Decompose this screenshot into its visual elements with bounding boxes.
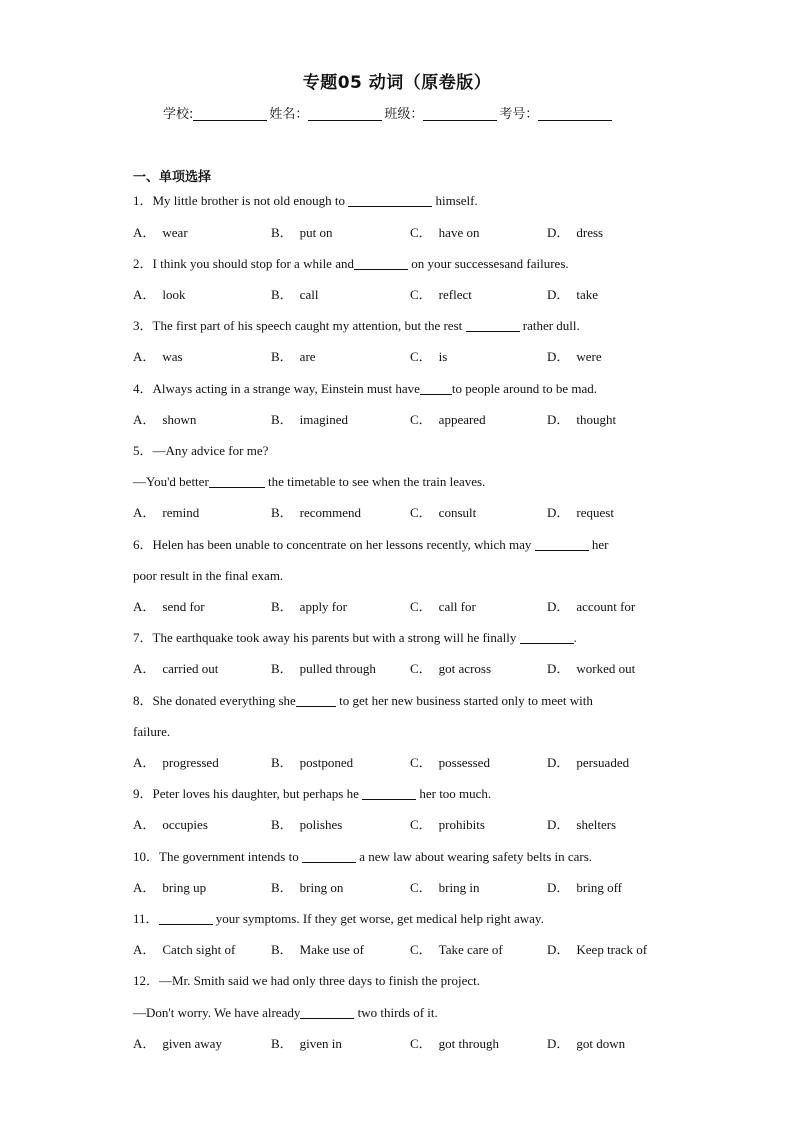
option-b[interactable] <box>271 1036 342 1052</box>
student-info-row <box>163 103 614 122</box>
option-letter: A． <box>133 817 156 832</box>
question-text <box>133 786 491 802</box>
option-text: progressed <box>162 755 219 770</box>
option-c[interactable] <box>410 817 485 833</box>
option-text: given away <box>162 1036 222 1051</box>
option-letter: B． <box>271 287 293 302</box>
option-a[interactable] <box>133 505 199 521</box>
question-text <box>133 443 268 459</box>
option-letter: C． <box>410 942 432 957</box>
answer-blank <box>159 912 213 925</box>
answer-blank <box>302 850 356 863</box>
question-text-part: 8．She donated everything she <box>133 693 296 708</box>
option-a[interactable] <box>133 349 183 365</box>
option-text: remind <box>162 505 200 520</box>
option-letter: D． <box>547 880 570 895</box>
option-d[interactable] <box>547 225 603 241</box>
option-b[interactable] <box>271 661 376 677</box>
name-blank <box>308 107 382 121</box>
option-text: reflect <box>438 287 472 302</box>
option-a[interactable] <box>133 755 219 771</box>
option-text: call for <box>438 599 476 614</box>
question-text <box>133 193 478 209</box>
option-letter: C． <box>410 287 432 302</box>
question-text <box>133 381 597 397</box>
option-d[interactable] <box>547 942 647 958</box>
option-letter: B． <box>271 1036 293 1051</box>
option-letter: B． <box>271 817 293 832</box>
answer-blank <box>209 475 265 488</box>
option-text: was <box>162 349 183 364</box>
option-a[interactable] <box>133 661 218 677</box>
option-d[interactable] <box>547 412 616 428</box>
option-b[interactable] <box>271 755 353 771</box>
option-letter: B． <box>271 661 293 676</box>
option-text: wear <box>162 225 188 240</box>
school-blank <box>193 107 267 121</box>
question-text <box>133 849 592 865</box>
option-c[interactable] <box>410 505 476 521</box>
option-text: got across <box>438 661 492 676</box>
school-label: 学校: <box>163 107 194 122</box>
question-text-part: the timetable to see when the train leaves. <box>264 474 486 489</box>
option-b[interactable] <box>271 412 348 428</box>
answer-blank <box>420 382 452 395</box>
question-text-part: 10．The government intends to <box>133 849 302 864</box>
answer-blank <box>520 631 574 644</box>
option-text: apply for <box>299 599 347 614</box>
option-c[interactable] <box>410 225 479 241</box>
option-text: thought <box>576 412 617 427</box>
id-label: 考号： <box>499 107 539 122</box>
option-letter: B． <box>271 880 293 895</box>
option-letter: A． <box>133 755 156 770</box>
question-text <box>133 693 593 709</box>
option-letter: C． <box>410 880 432 895</box>
option-letter: D． <box>547 225 570 240</box>
question-text-part: your symptoms. If they get worse, get medical help right away. <box>212 911 544 926</box>
option-c[interactable] <box>410 942 503 958</box>
option-letter: A． <box>133 942 156 957</box>
option-text: were <box>576 349 602 364</box>
option-text: recommend <box>299 505 362 520</box>
id-blank <box>538 107 612 121</box>
option-text: Make use of <box>299 942 364 957</box>
option-text: call <box>299 287 319 302</box>
option-d[interactable] <box>547 880 622 896</box>
answer-blank <box>362 787 416 800</box>
option-letter: C． <box>410 349 432 364</box>
question-text-part: 2．I think you should stop for a while and <box>133 256 354 271</box>
answer-blank <box>348 194 432 207</box>
option-d[interactable] <box>547 599 635 615</box>
question-text-part: 7．The earthquake took away his parents but with a strong will he finally <box>133 630 520 645</box>
answer-blank <box>535 538 589 551</box>
option-text: account for <box>576 599 636 614</box>
option-d[interactable] <box>547 505 614 521</box>
name-label: 姓名： <box>269 107 309 122</box>
question-text-part: her too much. <box>416 786 492 801</box>
option-a[interactable] <box>133 1036 222 1052</box>
question-text-part: himself. <box>432 193 478 208</box>
question-text <box>133 568 283 584</box>
option-letter: A． <box>133 225 156 240</box>
question-text-part: 3．The first part of his speech caught my attention, but the rest <box>133 318 466 333</box>
option-text: got through <box>438 1036 499 1051</box>
option-letter: C． <box>410 755 432 770</box>
option-letter: D． <box>547 1036 570 1051</box>
option-letter: C． <box>410 661 432 676</box>
option-letter: D． <box>547 505 570 520</box>
option-text: bring off <box>576 880 623 895</box>
option-text: bring up <box>162 880 207 895</box>
option-text: send for <box>162 599 205 614</box>
option-letter: C． <box>410 817 432 832</box>
option-letter: D． <box>547 349 570 364</box>
option-letter: A． <box>133 599 156 614</box>
question-text <box>133 537 609 553</box>
option-letter: D． <box>547 817 570 832</box>
option-text: postponed <box>299 755 354 770</box>
option-a[interactable] <box>133 225 188 241</box>
option-b[interactable] <box>271 942 364 958</box>
option-b[interactable] <box>271 225 333 241</box>
option-b[interactable] <box>271 349 316 365</box>
question-text-part: 6．Helen has been unable to concentrate on her lessons recently, which may <box>133 537 535 552</box>
option-b[interactable] <box>271 817 342 833</box>
option-text: shelters <box>576 817 617 832</box>
question-text-part: 5．—Any advice for me? <box>133 443 269 458</box>
option-letter: A． <box>133 661 156 676</box>
option-d[interactable] <box>547 817 616 833</box>
option-b[interactable] <box>271 599 347 615</box>
option-letter: B． <box>271 942 293 957</box>
option-text: polishes <box>299 817 343 832</box>
option-letter: A． <box>133 505 156 520</box>
option-letter: C． <box>410 505 432 520</box>
answer-blank <box>296 694 336 707</box>
answer-blank <box>354 257 408 270</box>
option-text: possessed <box>438 755 490 770</box>
option-letter: B． <box>271 349 293 364</box>
option-letter: C． <box>410 1036 432 1051</box>
option-text: bring on <box>299 880 344 895</box>
option-a[interactable] <box>133 287 186 303</box>
option-letter: D． <box>547 599 570 614</box>
question-text-part: two thirds of it. <box>354 1005 438 1020</box>
option-text: imagined <box>299 412 349 427</box>
option-letter: D． <box>547 661 570 676</box>
option-d[interactable] <box>547 755 629 771</box>
option-a[interactable] <box>133 599 205 615</box>
option-c[interactable] <box>410 287 472 303</box>
option-text: Catch sight of <box>162 942 236 957</box>
option-letter: B． <box>271 599 293 614</box>
question-text-part: —Don't worry. We have already <box>133 1005 301 1020</box>
answer-blank <box>300 1006 354 1019</box>
option-text: worked out <box>576 661 636 676</box>
option-b[interactable] <box>271 505 361 521</box>
option-b[interactable] <box>271 880 343 896</box>
option-letter: D． <box>547 755 570 770</box>
question-text-part: 12．—Mr. Smith said we had only three days to finish the project. <box>133 973 480 988</box>
question-text <box>133 256 569 272</box>
question-text-part: a new law about wearing safety belts in cars. <box>355 849 593 864</box>
option-a[interactable] <box>133 942 235 958</box>
option-text: dress <box>576 225 604 240</box>
option-c[interactable] <box>410 755 490 771</box>
option-letter: C． <box>410 599 432 614</box>
option-letter: A． <box>133 1036 156 1051</box>
question-text-part: 1．My little brother is not old enough to <box>133 193 349 208</box>
question-text <box>133 474 485 490</box>
class-blank <box>423 107 497 121</box>
option-a[interactable] <box>133 817 208 833</box>
option-d[interactable] <box>547 349 602 365</box>
question-text-part: poor result in the final exam. <box>133 568 284 583</box>
option-c[interactable] <box>410 412 486 428</box>
question-text-part: her <box>588 537 609 552</box>
option-letter: A． <box>133 287 156 302</box>
question-text-part: to get her new business started only to meet with <box>335 693 593 708</box>
option-text: given in <box>299 1036 342 1051</box>
option-a[interactable] <box>133 880 206 896</box>
question-text-part: 4．Always acting in a strange way, Einstein must have <box>133 381 420 396</box>
option-letter: A． <box>133 349 156 364</box>
page-title: 专题05 动词（原卷版） <box>302 73 492 93</box>
question-text <box>133 911 544 927</box>
option-c[interactable] <box>410 661 491 677</box>
question-text-part: to people around to be mad. <box>451 381 598 396</box>
question-text-part: —You'd better <box>133 474 209 489</box>
option-d[interactable] <box>547 1036 625 1052</box>
option-letter: D． <box>547 942 570 957</box>
option-text: shown <box>162 412 197 427</box>
option-text: have on <box>438 225 480 240</box>
option-d[interactable] <box>547 287 598 303</box>
option-letter: B． <box>271 225 293 240</box>
question-text <box>133 630 577 646</box>
question-text-part: on your successesand failures. <box>407 256 569 271</box>
option-text: Take care of <box>438 942 503 957</box>
option-letter: B． <box>271 505 293 520</box>
answer-blank <box>466 319 520 332</box>
question-text <box>133 724 170 740</box>
question-text-part: failure. <box>133 724 171 739</box>
option-c[interactable] <box>410 599 476 615</box>
option-text: look <box>162 287 186 302</box>
question-text-part: 11． <box>133 911 159 926</box>
option-letter: B． <box>271 412 293 427</box>
option-text: is <box>438 349 448 364</box>
option-c[interactable] <box>410 349 447 365</box>
option-letter: D． <box>547 287 570 302</box>
option-b[interactable] <box>271 287 318 303</box>
option-c[interactable] <box>410 880 479 896</box>
option-text: put on <box>299 225 333 240</box>
question-text-part: 9．Peter loves his daughter, but perhaps he <box>133 786 363 801</box>
question-text <box>133 1005 438 1021</box>
option-text: bring in <box>438 880 480 895</box>
option-text: consult <box>438 505 477 520</box>
section-title: 一、单项选择 <box>133 170 212 185</box>
option-d[interactable] <box>547 661 635 677</box>
option-letter: C． <box>410 412 432 427</box>
option-letter: A． <box>133 880 156 895</box>
option-text: appeared <box>438 412 486 427</box>
option-letter: C． <box>410 225 432 240</box>
class-label: 班级： <box>384 107 424 122</box>
option-text: got down <box>576 1036 626 1051</box>
option-text: carried out <box>162 661 219 676</box>
option-letter: A． <box>133 412 156 427</box>
option-text: request <box>576 505 614 520</box>
option-letter: D． <box>547 412 570 427</box>
option-text: Keep track of <box>576 942 648 957</box>
option-c[interactable] <box>410 1036 499 1052</box>
option-text: pulled through <box>299 661 376 676</box>
option-text: persuaded <box>576 755 630 770</box>
option-a[interactable] <box>133 412 196 428</box>
option-text: take <box>576 287 599 302</box>
question-text-part: . <box>573 630 577 645</box>
option-text: are <box>299 349 316 364</box>
option-text: prohibits <box>438 817 485 832</box>
question-text <box>133 318 580 334</box>
question-text-part: rather dull. <box>519 318 580 333</box>
option-letter: B． <box>271 755 293 770</box>
question-text <box>133 973 480 989</box>
option-text: occupies <box>162 817 208 832</box>
